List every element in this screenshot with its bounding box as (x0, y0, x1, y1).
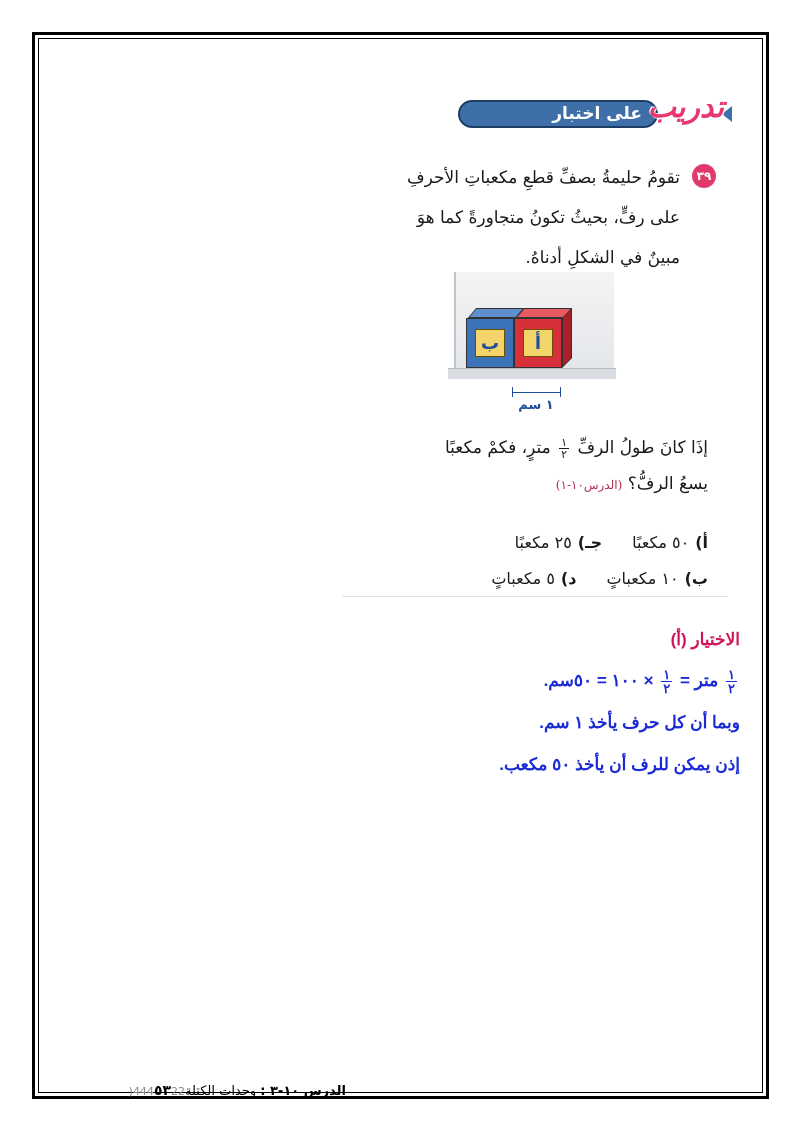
question-stem-line-1 (348, 430, 708, 466)
banner-pill-text: على اختبار (552, 104, 642, 124)
answer-fraction-2 (661, 668, 672, 695)
shelf-base (448, 368, 616, 379)
footer-title: وحدات الكتلة (185, 1084, 257, 1099)
textbook-excerpt (342, 72, 728, 600)
option-b-letter: ب) (684, 568, 708, 588)
options-row-2 (348, 560, 708, 596)
banner-pill (458, 100, 658, 128)
stem-before-fraction: إذَا كانَ طولُ الرفِّ (577, 438, 708, 458)
question-line-1: تقومُ حليمةُ بصفِّ قطعِ مكعباتِ الأحرفِ (407, 168, 680, 188)
blue-cube-face: ب (475, 329, 505, 357)
red-cube-side (562, 308, 572, 368)
answer-line-2: وبما أن كل حرف يأخذ ١ سم. (539, 713, 740, 732)
banner-word: تدريب (647, 90, 724, 125)
footer-code-2: 22( (128, 1085, 186, 1098)
option-c-letter: جـ) (577, 532, 603, 552)
answer-section (180, 620, 740, 786)
question-text (360, 158, 680, 278)
stem-fraction-num: ١ (561, 436, 568, 449)
answer-fraction-2-den: ٢ (663, 681, 671, 697)
stem-line-2-text: يسعُ الرفُّ؟ (627, 474, 708, 494)
footer-code: 444 (132, 1085, 154, 1098)
excerpt-bottom-rule (342, 596, 728, 597)
answer-title: الاختيار (أ) (670, 630, 740, 649)
option-b (606, 569, 708, 588)
stem-fraction-den: ٢ (561, 448, 568, 461)
answer-fraction-1-num: ١ (728, 667, 735, 683)
option-a (632, 533, 708, 552)
option-b-text: ١٠ مكعباتٍ (606, 568, 679, 588)
answer-equation-part-1: متر = (680, 671, 719, 690)
stem-after-fraction: مترٍ، فكمْ مكعبًا (444, 438, 551, 458)
shelf-figure (442, 272, 622, 412)
answer-options (348, 524, 708, 596)
scale-label: ١ سم (518, 398, 554, 413)
option-c (515, 533, 602, 552)
question-stem-line-2 (348, 466, 708, 503)
blue-cube (466, 318, 514, 368)
lesson-reference: (الدرس١٠-١) (555, 478, 623, 492)
question-stem (348, 430, 708, 503)
option-d-letter: د) (560, 568, 577, 588)
answer-line-3: إذن يمكن للرف أن يأخذ ٥٠ مكعب. (499, 755, 740, 774)
page-footer (46, 1083, 346, 1105)
scale-tick-right (560, 387, 561, 397)
scale-line (512, 392, 560, 393)
red-cube-face: أ (523, 329, 553, 357)
practice-banner (458, 90, 728, 136)
options-row-1 (348, 524, 708, 560)
red-cube (514, 318, 562, 368)
footer-page-number: ٥٣ (153, 1083, 172, 1099)
answer-fraction-1 (726, 668, 737, 695)
option-a-letter: أ) (695, 532, 708, 552)
option-d-text: ٥ مكعباتٍ (491, 568, 555, 588)
option-c-text: ٢٥ مكعبًا (514, 532, 572, 552)
option-a-text: ٥٠ مكعبًا (632, 532, 690, 552)
option-d (491, 569, 576, 588)
footer-lesson: الدرس ١٠-٣ : (260, 1084, 346, 1099)
answer-fraction-2-num: ١ (663, 667, 671, 683)
question-line-2: على رفٍّ، بحيثُ تكونُ متجاورةً كما هوَ (416, 208, 680, 228)
question-number-badge: ٣٩ (692, 164, 716, 188)
question-line-3: مبينٌ في الشكلِ أدناهُ. (525, 248, 680, 268)
stem-fraction (559, 437, 569, 460)
answer-equation (180, 660, 740, 702)
answer-equation-part-2: × ١٠٠ = ٥٠سم. (543, 671, 654, 690)
answer-fraction-1-den: ٢ (728, 681, 735, 697)
